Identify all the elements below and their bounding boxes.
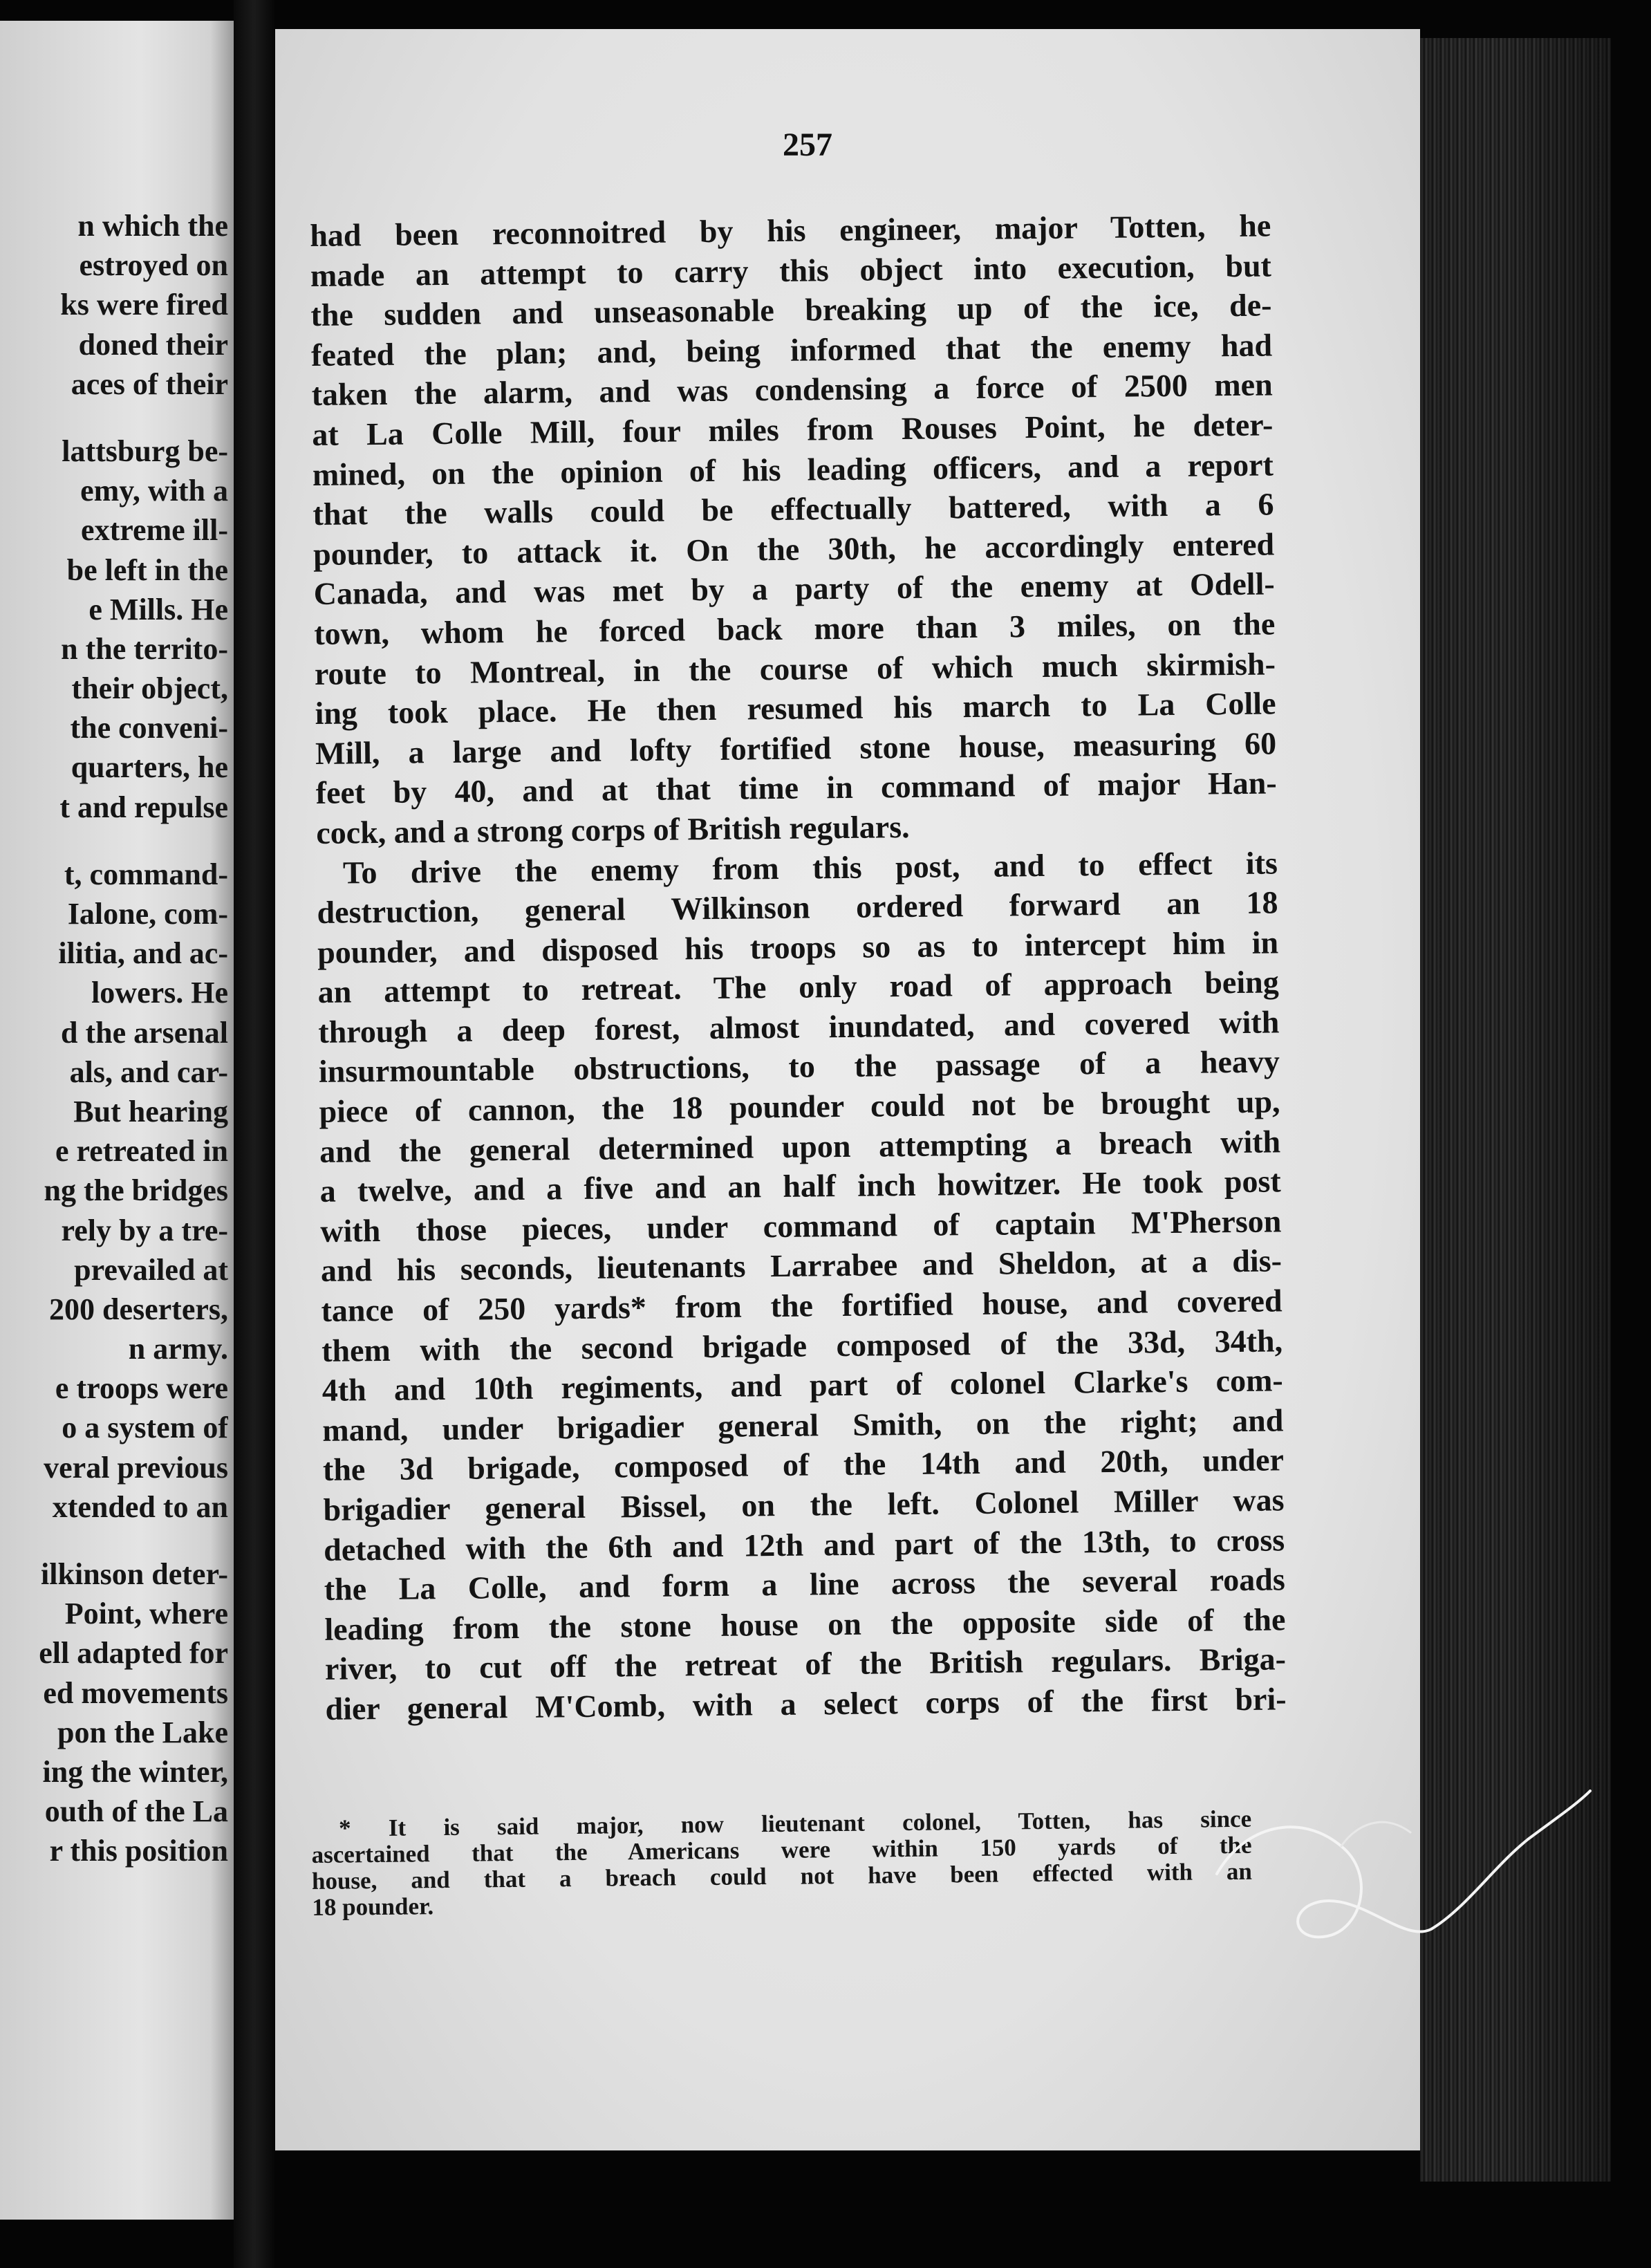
left-line: als, and car-	[69, 1054, 228, 1089]
footnote-line: house, and that a breach could not have been effected with an	[311, 1857, 1253, 1895]
text-line: a twelve, and a five and an half inch howitzer. He took post	[319, 1163, 1281, 1209]
text-line: the 3d brigade, composed of the 14th and 20th, under	[322, 1442, 1285, 1488]
left-line: o a system of	[62, 1411, 228, 1445]
text-line: through a deep forest, almost inundated, and covered with	[318, 1004, 1280, 1050]
left-line: quarters, he	[71, 750, 228, 785]
text-line: town, whom he forced back more than 3 miles, on the	[314, 606, 1276, 651]
text-line: Canada, and was met by a party of the enemy at Odell-	[313, 566, 1275, 612]
left-line: veral previous	[44, 1450, 228, 1485]
text-line: feet by 40, and at that time in command of major Han-	[315, 765, 1277, 811]
left-line: the conveni-	[70, 711, 228, 745]
left-line: r this position	[49, 1834, 228, 1868]
text-line: had been reconnoitred by his engineer, major Totten, he	[310, 207, 1271, 253]
text-line: leading from the stone house on the opposite side of the	[324, 1601, 1286, 1647]
left-line: extreme ill-	[81, 513, 228, 548]
text-line: detached with the 6th and 12th and part of the 13th, to cross	[323, 1521, 1285, 1568]
left-line-gap	[0, 404, 228, 431]
footnote-line: 18 pounder.	[312, 1893, 434, 1921]
left-line: ks were fired	[60, 288, 228, 322]
left-line: t, command-	[64, 857, 228, 891]
text-line: mined, on the opinion of his leading officers, and a report	[312, 446, 1274, 492]
text-line: brigadier general Bissel, on the left. Colonel Miller was	[323, 1482, 1285, 1527]
left-line: lowers. He	[91, 976, 228, 1010]
left-line: e troops were	[55, 1371, 228, 1406]
left-line: aces of their	[71, 366, 228, 401]
text-line: made an attempt to carry this object into execution, but	[310, 248, 1272, 293]
left-line: d the arsenal	[61, 1015, 228, 1050]
text-line-paragraph-start: To drive the enemy from this post, and to effect its	[342, 844, 1278, 891]
left-line: n army.	[128, 1332, 228, 1366]
left-line: rely by a tre-	[61, 1213, 228, 1247]
text-line: destruction, general Wilkinson ordered forward an 18	[317, 884, 1278, 931]
text-line: river, to cut off the retreat of the British regulars. Briga-	[324, 1641, 1287, 1687]
text-line: them with the second brigade composed of the 33d, 34th,	[321, 1322, 1283, 1368]
body-text	[310, 205, 1287, 1729]
page-number: 257	[783, 127, 832, 163]
text-line: tance of 250 yards* from the fortified house, and covered	[321, 1283, 1282, 1328]
left-line: n which the	[77, 209, 228, 243]
text-line: dier general M'Comb, with a select corps of the first bri-	[325, 1681, 1287, 1727]
text-line: piece of cannon, the 18 pounder could not be brought up,	[319, 1084, 1280, 1129]
text-line: taken the alarm, and was condensing a force of 2500 men	[311, 366, 1273, 413]
left-line: Ialone, com-	[67, 897, 228, 931]
left-page-fragment	[0, 21, 234, 2220]
left-line: prevailed at	[74, 1252, 228, 1287]
left-line: ng the bridges	[44, 1173, 228, 1208]
left-line: be left in the	[66, 552, 228, 587]
text-line: ing took place. He then resumed his march to La Colle	[315, 685, 1276, 732]
left-line: 200 deserters,	[48, 1292, 228, 1326]
left-line: Point, where	[64, 1597, 228, 1631]
text-line: feated the plan; and, being informed that the enemy had	[310, 327, 1273, 373]
text-line: and his seconds, lieutenants Larrabee and Sheldon, at a dis-	[320, 1243, 1282, 1289]
left-line: their object,	[71, 671, 228, 706]
text-line: Mill, a large and lofty fortified stone house, measuring 60	[315, 725, 1277, 771]
text-line: 4th and 10th regiments, and part of colonel Clarke's com-	[321, 1362, 1283, 1409]
text-line: insurmountable obstructions, to the passage of a heavy	[318, 1043, 1280, 1090]
footnote	[311, 1806, 1253, 1921]
left-line-gap	[0, 827, 228, 855]
left-line: ed movements	[43, 1675, 228, 1710]
left-line: pon the Lake	[57, 1715, 228, 1749]
text-line: with those pieces, under command of captain M'Pherson	[320, 1203, 1282, 1249]
left-line: ing the winter,	[42, 1754, 228, 1789]
text-line: at La Colle Mill, four miles from Rouses Point, he deter-	[312, 407, 1274, 452]
left-page-text	[0, 206, 228, 1871]
text-line: the La Colle, and form a line across the several roads	[324, 1561, 1285, 1608]
text-line: an attempt to retreat. The only road of approach being	[317, 964, 1279, 1010]
left-line: outh of the La	[44, 1794, 228, 1829]
footnote-line: ascertained that the Americans were within 150 yards of the	[311, 1831, 1252, 1868]
left-line: t and repulse	[59, 790, 228, 824]
left-line-gap	[0, 1527, 228, 1554]
left-line: estroyed on	[79, 248, 228, 283]
stray-thread	[1203, 1770, 1604, 1998]
text-line: mand, under brigadier general Smith, on the right; and	[322, 1402, 1284, 1448]
left-line: ilitia, and ac-	[58, 936, 228, 971]
footnote-line: * It is said major, now lieutenant colonel, Totten, has since	[338, 1805, 1252, 1842]
left-line: emy, with a	[80, 474, 228, 508]
left-line: ell adapted for	[39, 1636, 228, 1671]
left-line: doned their	[78, 327, 228, 362]
left-line: lattsburg be-	[62, 434, 228, 468]
text-line-paragraph-end: cock, and a strong corps of British regulars.	[316, 808, 910, 850]
left-line: ilkinson deter-	[41, 1557, 228, 1591]
book-gutter	[234, 0, 275, 2268]
text-line: pounder, and disposed his troops so as to intercept him in	[317, 924, 1279, 970]
text-line: the sudden and unseasonable breaking up of the ice, de-	[310, 287, 1272, 333]
left-line: n the territo-	[61, 631, 228, 666]
text-line: that the walls could be effectually battered, with a 6	[313, 486, 1274, 532]
text-line: and the general determined upon attempting a breach with	[319, 1124, 1281, 1169]
text-line: pounder, to attack it. On the 30th, he accordingly entered	[313, 526, 1275, 572]
left-line: e Mills. He	[88, 592, 228, 626]
left-line: But hearing	[73, 1094, 228, 1128]
left-line: e retreated in	[55, 1134, 228, 1169]
text-line: route to Montreal, in the course of which much skirmish-	[314, 645, 1276, 691]
left-line: xtended to an	[52, 1489, 228, 1524]
